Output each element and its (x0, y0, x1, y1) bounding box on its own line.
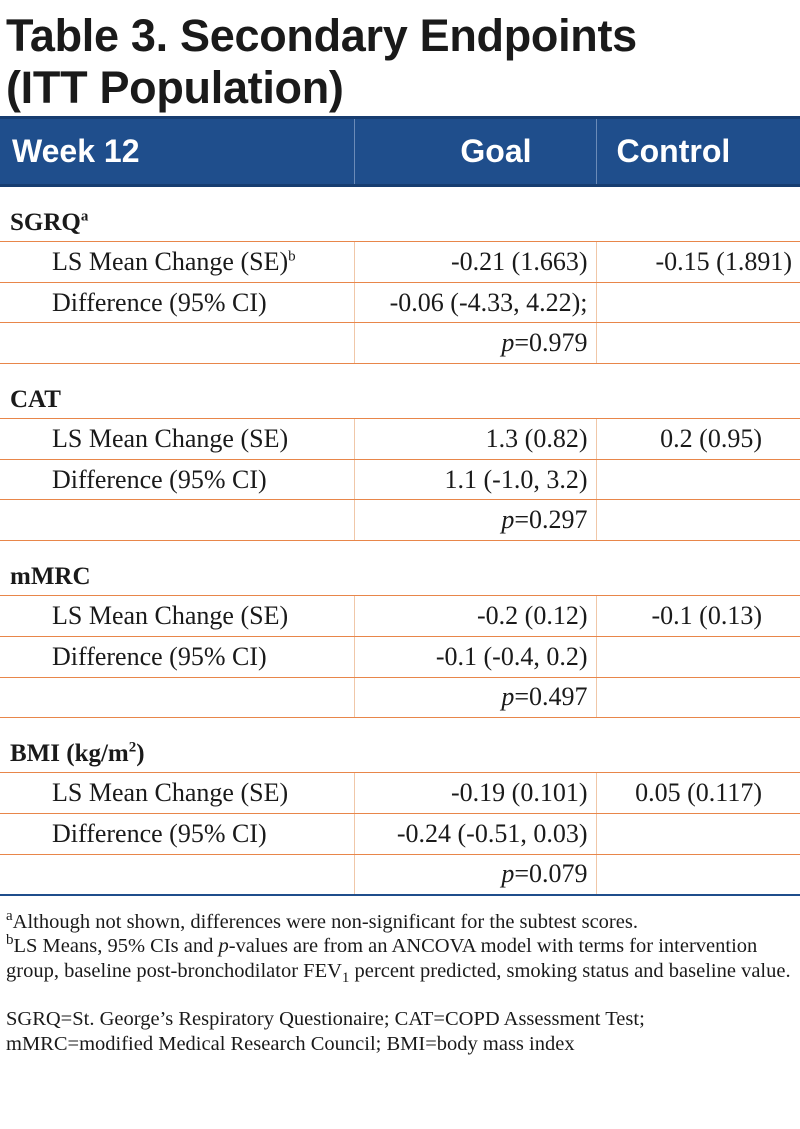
table-row (0, 854, 800, 895)
p-letter: p (501, 505, 515, 535)
empty-cell (596, 854, 800, 895)
p-value (354, 323, 596, 364)
section-title-mmrc: mMRC (0, 541, 800, 596)
section-name: SGRQ (10, 209, 81, 236)
section-row-mmrc (0, 541, 800, 596)
section-title-cat: CAT (0, 364, 800, 419)
footnote-text: percent predicted, smoking status and baseline value. (349, 959, 791, 982)
footnote-b (6, 932, 792, 986)
footnote-marker: b (6, 932, 14, 949)
control-value: 0.2 (0.95) (596, 419, 800, 460)
difference-value: -0.1 (-0.4, 0.2) (354, 636, 596, 677)
section-row-bmi (0, 718, 800, 773)
row-label: Difference (95% CI) (0, 282, 354, 323)
empty-cell (596, 636, 800, 677)
table-row (0, 677, 800, 718)
p-letter: p (501, 682, 515, 712)
label-text: LS Mean Change (SE) (52, 246, 289, 276)
goal-value: 1.3 (0.82) (354, 419, 596, 460)
subscript: 1 (341, 969, 350, 986)
p-letter: p (501, 328, 515, 358)
goal-value: -0.19 (0.101) (354, 773, 596, 814)
empty-cell (596, 323, 800, 364)
footnote-text: LS Means, 95% CIs and (13, 935, 219, 958)
empty-cell (596, 459, 800, 500)
footnote-a (6, 907, 792, 935)
table-row (0, 813, 800, 854)
footnote-marker: a (80, 208, 89, 225)
empty-cell (596, 677, 800, 718)
row-label: LS Mean Change (SE) (0, 773, 354, 814)
difference-value: 1.1 (-1.0, 3.2) (354, 459, 596, 500)
table-row (0, 419, 800, 460)
table-row (0, 636, 800, 677)
empty-cell (0, 854, 354, 895)
row-label (0, 242, 354, 283)
empty-cell (0, 323, 354, 364)
p-number: =0.079 (514, 859, 588, 889)
footnote-text: -values are from an ANCOVA model with terms for intervention group, baseline post-bronchodilator FEV (6, 935, 758, 982)
empty-cell (596, 500, 800, 541)
empty-cell (0, 677, 354, 718)
table-row (0, 596, 800, 637)
goal-value: -0.21 (1.663) (354, 242, 596, 283)
section-row-sgrq (0, 186, 800, 242)
table-row (0, 323, 800, 364)
empty-cell (0, 500, 354, 541)
table-row (0, 242, 800, 283)
section-name-end: ) (136, 740, 145, 768)
p-number: =0.979 (514, 328, 588, 358)
goal-value: -0.2 (0.12) (354, 596, 596, 637)
section-row-cat (0, 364, 800, 419)
secondary-endpoints-table (0, 116, 800, 896)
table-row (0, 500, 800, 541)
p-value (354, 500, 596, 541)
table-row (0, 773, 800, 814)
header-week: Week 12 (0, 118, 354, 186)
difference-value: -0.24 (-0.51, 0.03) (354, 813, 596, 854)
table-row (0, 282, 800, 323)
row-label: LS Mean Change (SE) (0, 419, 354, 460)
row-label: Difference (95% CI) (0, 636, 354, 677)
control-value: -0.1 (0.13) (596, 596, 800, 637)
abbreviations: SGRQ=St. George’s Respiratory Questionaire; CAT=COPD Assessment Test; mMRC=modified Medical Research Council; BMI=body mass index (6, 1008, 645, 1055)
empty-cell (596, 282, 800, 323)
p-value (354, 677, 596, 718)
control-value: -0.15 (1.891) (596, 242, 800, 283)
header-row (0, 118, 800, 186)
row-label: Difference (95% CI) (0, 813, 354, 854)
header-goal: Goal (354, 118, 596, 186)
row-label: Difference (95% CI) (0, 459, 354, 500)
superscript: 2 (128, 739, 137, 756)
table-title (0, 0, 800, 116)
p-letter: p (218, 935, 229, 958)
empty-cell (596, 813, 800, 854)
control-value: 0.05 (0.117) (596, 773, 800, 814)
section-title-sgrq (0, 186, 800, 242)
table-body (0, 186, 800, 895)
p-letter: p (501, 859, 515, 889)
footnote-marker: a (6, 907, 13, 924)
header-control: Control (596, 118, 800, 186)
table-header (0, 118, 800, 186)
p-value (354, 854, 596, 895)
title-line-1: Table 3. Secondary Endpoints (6, 10, 637, 61)
p-number: =0.297 (514, 505, 588, 535)
footnote-text: Although not shown, differences were non-significant for the subtest scores. (12, 910, 638, 933)
footnotes (0, 896, 800, 1057)
difference-value: -0.06 (-4.33, 4.22); (354, 282, 596, 323)
row-label: LS Mean Change (SE) (0, 596, 354, 637)
table-row (0, 459, 800, 500)
section-name: BMI (kg/m (10, 740, 129, 768)
p-number: =0.497 (514, 682, 588, 712)
title-line-2: (ITT Population) (6, 62, 344, 113)
footnote-marker: b (288, 248, 296, 265)
section-title-bmi (0, 718, 800, 773)
